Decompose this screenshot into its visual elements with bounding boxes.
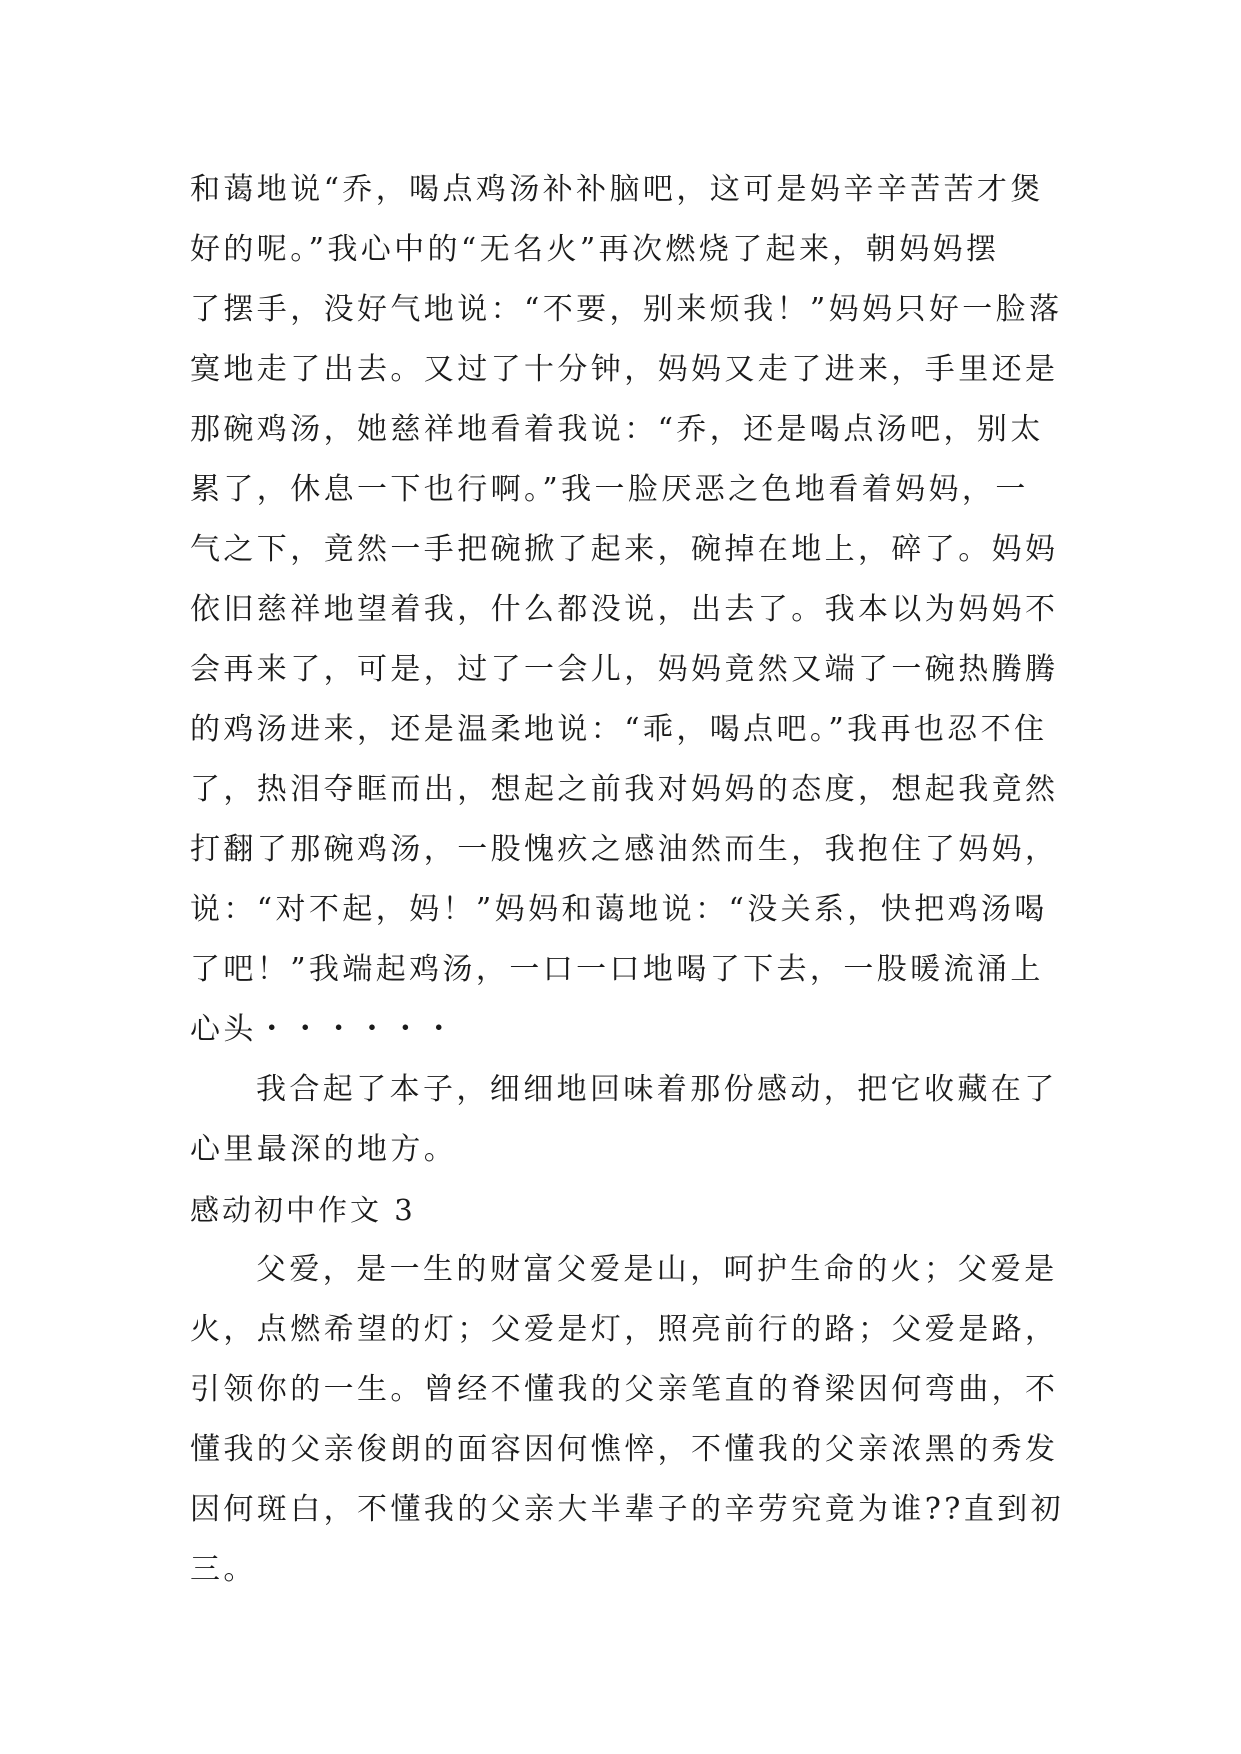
paragraph-first-line: 父爱，是一生的财富父爱是山，呵护生命的火；父爱是 [256, 1252, 1058, 1287]
text-line: 说：“对不起，妈！”妈妈和蔼地说：“没关系，快把鸡汤喝 [190, 892, 1048, 927]
text-line: 了吧！”我端起鸡汤，一口一口地喝了下去，一股暖流涌上 [190, 952, 1044, 987]
text-line: 心头・・・・・・ [190, 1012, 458, 1047]
paragraph-first-line: 我合起了本子，细细地回味着那份感动，把它收藏在了 [256, 1072, 1058, 1107]
text-line: 的鸡汤进来，还是温柔地说：“乖，喝点吧。”我再也忍不住 [190, 712, 1048, 747]
text-line: 了，热泪夺眶而出，想起之前我对妈妈的态度，想起我竟然 [190, 772, 1059, 807]
text-line: 好的呢。”我心中的“无名火”再次燃烧了起来，朝妈妈摆 [190, 232, 1000, 267]
text-line: 心里最深的地方。 [190, 1132, 458, 1167]
text-line: 气之下，竟然一手把碗掀了起来，碗掉在地上，碎了。妈妈 [190, 532, 1059, 567]
text-line: 寞地走了出去。又过了十分钟，妈妈又走了进来，手里还是 [190, 352, 1059, 387]
text-line: 依旧慈祥地望着我，什么都没说，出去了。我本以为妈妈不 [190, 592, 1059, 627]
text-line: 了摆手，没好气地说：“不要，别来烦我！”妈妈只好一脸落 [190, 292, 1063, 327]
text-line: 累了，休息一下也行啊。”我一脸厌恶之色地看着妈妈，一 [190, 472, 1029, 507]
text-line: 打翻了那碗鸡汤，一股愧疚之感油然而生，我抱住了妈妈， [190, 832, 1059, 867]
text-line: 懂我的父亲俊朗的面容因何憔悴，不懂我的父亲浓黑的秀发 [190, 1432, 1059, 1467]
text-line: 因何斑白，不懂我的父亲大半辈子的辛劳究竟为谁??直到初 [190, 1492, 1064, 1527]
text-line: 引领你的一生。曾经不懂我的父亲笔直的脊梁因何弯曲，不 [190, 1372, 1059, 1407]
text-line: 会再来了，可是，过了一会儿，妈妈竟然又端了一碗热腾腾 [190, 652, 1059, 687]
document-body [190, 160, 1064, 1600]
section-heading: 感动初中作文 3 [190, 1193, 416, 1227]
text-line: 三。 [190, 1552, 257, 1587]
text-line: 和蔼地说“乔，喝点鸡汤补补脑吧，这可是妈辛辛苦苦才煲 [190, 172, 1044, 207]
text-line: 那碗鸡汤，她慈祥地看着我说：“乔，还是喝点汤吧，别太 [190, 412, 1044, 447]
text-line: 火，点燃希望的灯；父爱是灯，照亮前行的路；父爱是路， [190, 1312, 1059, 1347]
